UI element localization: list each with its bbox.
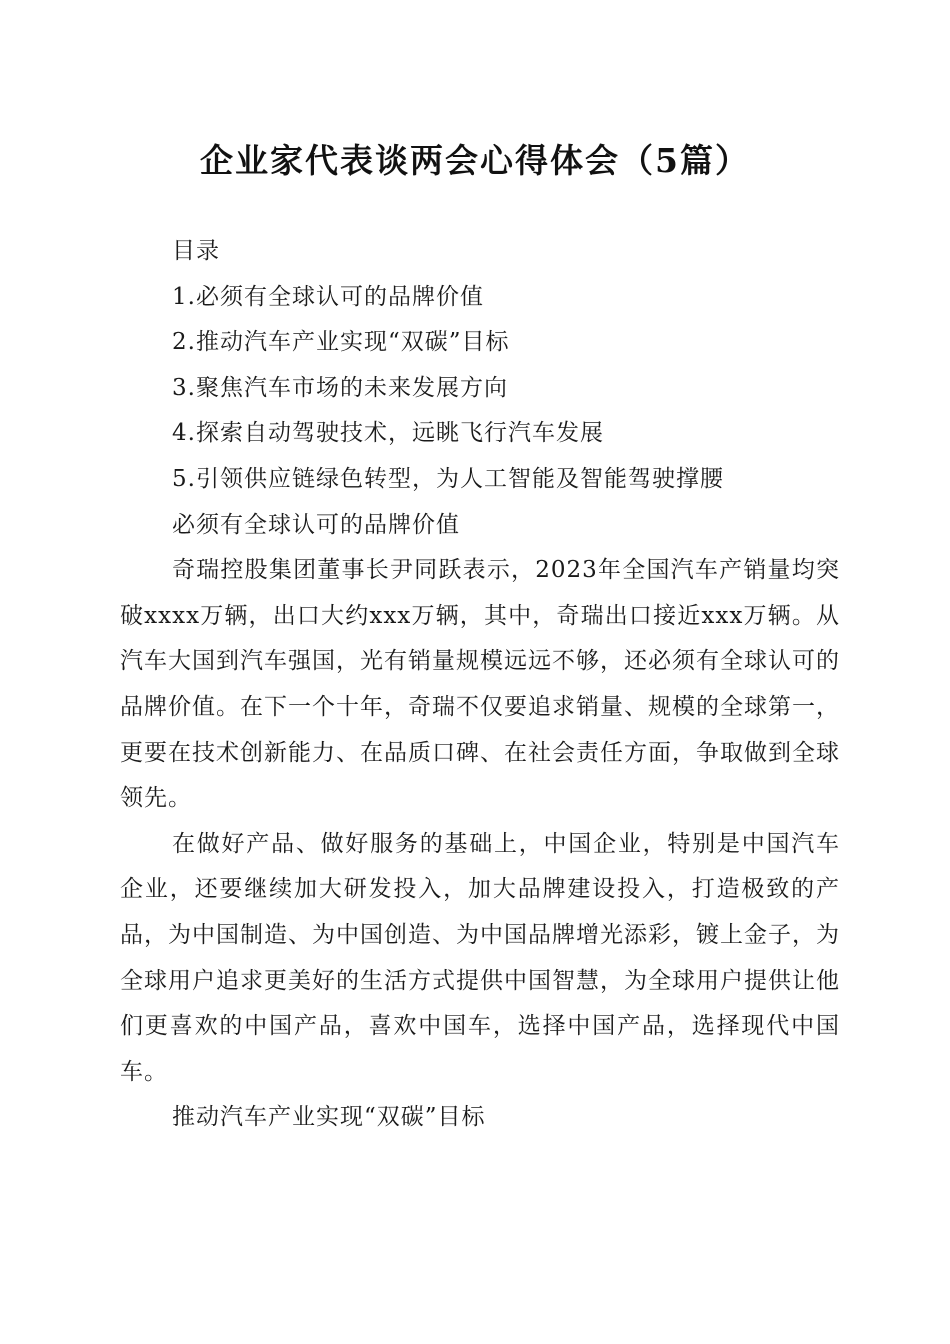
- document-body: [120, 229, 840, 1141]
- toc-item-4: 4.探索自动驾驶技术，远眺飞行汽车发展: [172, 420, 604, 447]
- section-1-paragraph-1: 奇瑞控股集团董事长尹同跃表示，2023年全国汽车产销量均突破xxxx万辆，出口大约xxx万辆，其中，奇瑞出口接近xxx万辆。从汽车大国到汽车强国，光有销量规模远远不够，还必须有全球认可的品牌价值。在下一个十年，奇瑞不仅要追求销量、规模的全球第一，更要在技术创新能力、在品质口碑、在社会责任方面，争取做到全球领先。: [120, 557, 840, 812]
- section-heading-1: 必须有全球认可的品牌价值: [172, 511, 460, 538]
- section-1-paragraph-2: 在做好产品、做好服务的基础上，中国企业，特别是中国汽车企业，还要继续加大研发投入，加大品牌建设投入，打造极致的产品，为中国制造、为中国创造、为中国品牌增光添彩，镀上金子，为全球用户追求更美好的生活方式提供中国智慧，为全球用户提供让他们更喜欢的中国产品，喜欢中国车，选择中国产品，选择现代中国车。: [120, 830, 840, 1085]
- document-title: 企业家代表谈两会心得体会（5篇）: [200, 141, 750, 180]
- toc-item-5: 5.引领供应链绿色转型，为人工智能及智能驾驶撑腰: [172, 465, 724, 492]
- toc-heading: 目录: [172, 238, 220, 264]
- section-heading-2: 推动汽车产业实现“双碳”目标: [172, 1104, 486, 1131]
- toc-item-3: 3.聚焦汽车市场的未来发展方向: [172, 374, 508, 401]
- toc-item-1: 1.必须有全球认可的品牌价值: [172, 283, 484, 310]
- toc-item-2: 2.推动汽车产业实现“双碳”目标: [172, 329, 510, 356]
